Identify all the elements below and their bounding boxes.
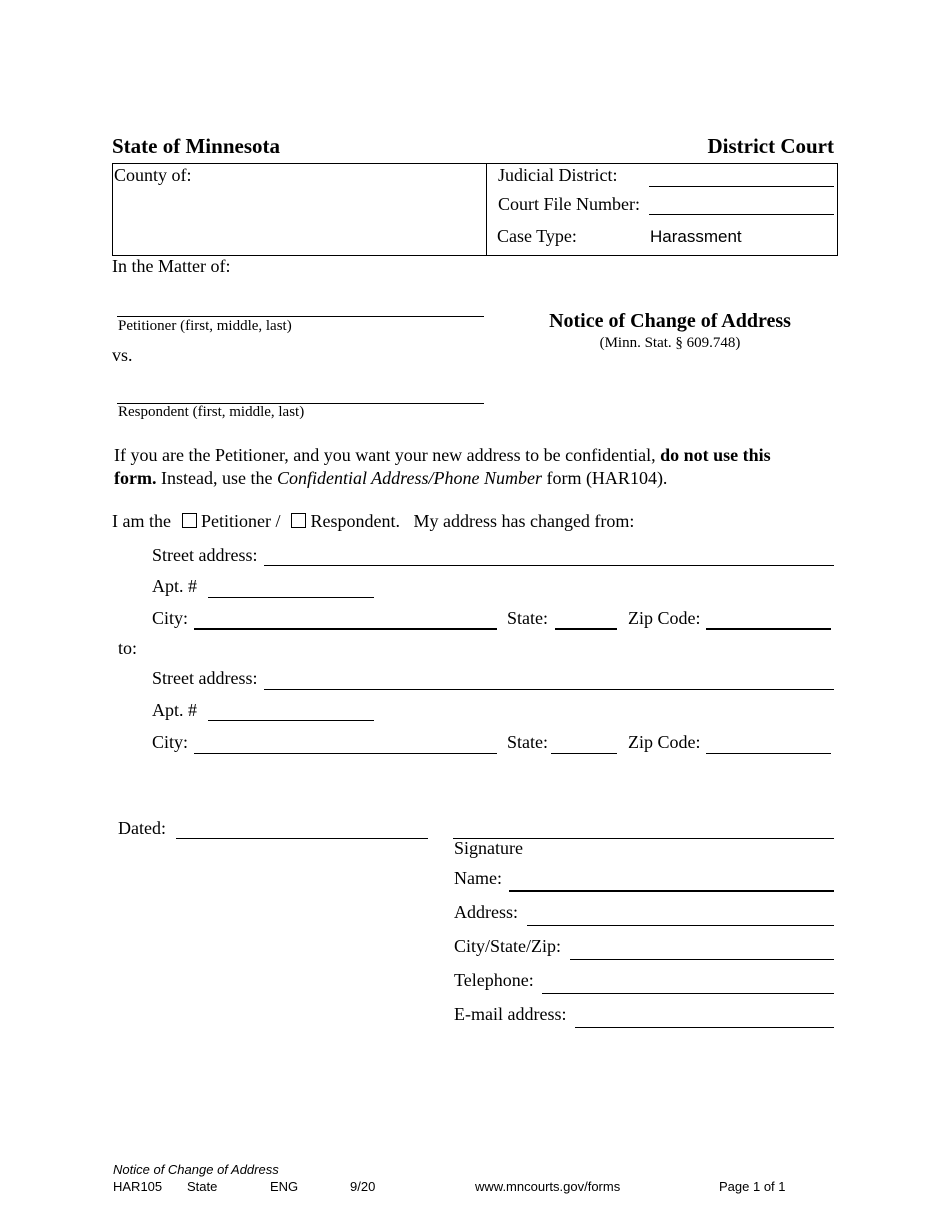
- to-street-field[interactable]: [264, 689, 834, 690]
- to-city-field[interactable]: [194, 753, 497, 754]
- to-apt-field[interactable]: [208, 720, 374, 721]
- to-zip-field[interactable]: [706, 753, 831, 754]
- petitioner-name-field[interactable]: [117, 316, 484, 317]
- city-state-zip-label: City/State/Zip:: [454, 936, 561, 956]
- name-field[interactable]: [509, 890, 834, 892]
- footer-form-title: Notice of Change of Address: [113, 1162, 279, 1177]
- role-line: I am the Petitioner / Respondent. My address has changed from:: [112, 511, 635, 531]
- case-type-label: Case Type:: [497, 226, 577, 246]
- footer-page-number: Page 1 of 1: [719, 1179, 786, 1194]
- to-state-label: State:: [507, 732, 548, 752]
- court-file-number-label: Court File Number:: [498, 194, 640, 214]
- from-state-field[interactable]: [555, 628, 617, 630]
- from-apt-label: Apt. #: [152, 576, 197, 596]
- vs-label: vs.: [112, 345, 133, 365]
- to-city-label: City:: [152, 732, 189, 752]
- to-state-field[interactable]: [551, 753, 617, 754]
- respondent-option-label: Respondent.: [310, 511, 400, 531]
- signature-label: Signature: [454, 838, 523, 858]
- email-field[interactable]: [575, 1027, 834, 1028]
- judicial-district-label: Judicial District:: [498, 165, 618, 185]
- to-label: to:: [118, 638, 138, 658]
- footer-url[interactable]: www.mncourts.gov/forms: [475, 1179, 621, 1194]
- footer-jurisdiction: State: [187, 1179, 218, 1194]
- to-apt-label: Apt. #: [152, 700, 197, 720]
- address-field[interactable]: [527, 925, 834, 926]
- confidential-notice: If you are the Petitioner, and you want your new address to be confidential, do not use this form. Instead, use the Confidential Address/Phone Number form (HAR104).: [114, 445, 771, 488]
- respondent-label: Respondent (first, middle, last): [118, 404, 305, 420]
- from-apt-field[interactable]: [208, 597, 374, 598]
- city-state-zip-field[interactable]: [570, 959, 834, 960]
- footer-language: ENG: [270, 1179, 299, 1194]
- from-state-label: State:: [507, 608, 548, 628]
- from-zip-label: Zip Code:: [628, 608, 701, 628]
- footer-form-code: HAR105: [113, 1179, 163, 1194]
- state-heading: State of Minnesota: [112, 134, 280, 158]
- in-the-matter-label: In the Matter of:: [112, 256, 231, 276]
- from-street-label: Street address:: [152, 545, 258, 565]
- to-zip-label: Zip Code:: [628, 732, 701, 752]
- case-type-value: Harassment: [650, 227, 742, 246]
- judicial-district-field[interactable]: [649, 186, 834, 187]
- petitioner-checkbox[interactable]: [182, 513, 197, 528]
- telephone-label: Telephone:: [454, 970, 534, 990]
- from-street-field[interactable]: [264, 565, 834, 566]
- from-city-label: City:: [152, 608, 189, 628]
- email-label: E-mail address:: [454, 1004, 567, 1024]
- telephone-field[interactable]: [542, 993, 834, 994]
- from-zip-field[interactable]: [706, 628, 831, 630]
- address-label: Address:: [454, 902, 518, 922]
- county-label: County of:: [114, 165, 192, 185]
- name-label: Name:: [454, 868, 502, 888]
- from-city-field[interactable]: [194, 628, 497, 630]
- caption-divider: [486, 163, 487, 255]
- court-heading: District Court: [707, 134, 834, 158]
- petitioner-option-label: Petitioner /: [200, 511, 281, 531]
- statute-reference: (Minn. Stat. § 609.748): [599, 335, 741, 351]
- petitioner-label: Petitioner (first, middle, last): [118, 318, 292, 334]
- respondent-checkbox[interactable]: [291, 513, 306, 528]
- dated-label: Dated:: [118, 818, 166, 838]
- court-file-number-field[interactable]: [649, 214, 834, 215]
- form-title: Notice of Change of Address: [549, 310, 791, 332]
- to-street-label: Street address:: [152, 668, 258, 688]
- footer-date: 9/20: [350, 1179, 376, 1194]
- dated-field[interactable]: [176, 838, 428, 839]
